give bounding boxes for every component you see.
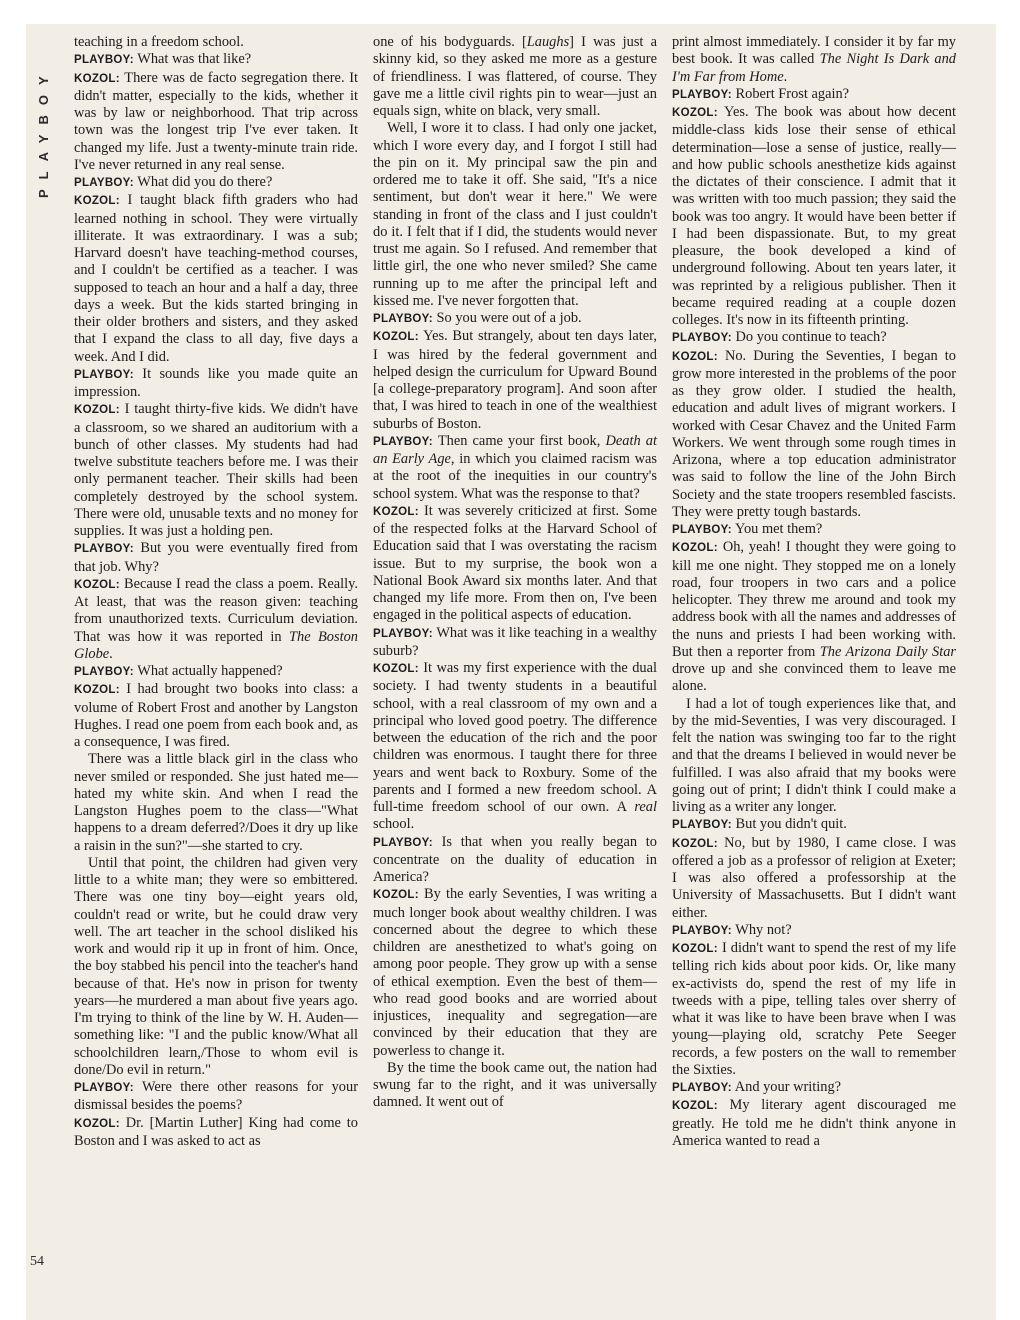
subject-answer: KOZOL: I taught black fifth graders who had learned nothing in school. They were virtually illiterate. It was extraordinary. I was a sub; Harvard doesn't have teaching-method courses, and I couldn't be certified as a teacher. I was supposed to teach an hour and a half a day, three days a week. But the kids started bringing in their older brothers and sisters, and they asked that I expand the class to all day, five days a week. And I did.: [74, 192, 358, 365]
subject-answer: KOZOL: I didn't want to spend the rest of my life telling rich kids about poor kids. Or, like many ex-activists do, spend the rest of my life in tweeds with a pipe, telling tales over sherry of what it was like to have been brave when I was young—playing old, scratchy Pete Seeger records, a few posters on the wall to remember the Sixties.: [672, 940, 956, 1078]
speaker-label: KOZOL:: [672, 350, 718, 363]
text-column-2: [373, 34, 657, 1112]
speaker-label: PLAYBOY:: [373, 435, 433, 448]
speaker-label: PLAYBOY:: [672, 1082, 732, 1094]
interviewer-question: PLAYBOY: What did you do there?: [74, 174, 273, 190]
subject-answer: KOZOL: Because I read the class a poem. Really. At least, that was the reason given: teaching from unauthorized texts. Curriculum deviation. That was how it was reported in The Boston Globe.: [74, 575, 358, 662]
speaker-label: KOZOL:: [373, 663, 419, 675]
interviewer-question: PLAYBOY: You met them?: [672, 521, 823, 537]
magazine-title: PLAYBOY: [36, 66, 51, 198]
speaker-label: PLAYBOY:: [373, 627, 433, 640]
speaker-label: KOZOL:: [672, 107, 718, 119]
speaker-label: KOZOL:: [373, 505, 419, 518]
speaker-label: KOZOL:: [74, 72, 120, 85]
speaker-label: PLAYBOY:: [672, 524, 732, 536]
speaker-label: PLAYBOY:: [672, 88, 732, 101]
interviewer-question: PLAYBOY: So you were out of a job.: [373, 310, 582, 326]
subject-answer: KOZOL: There was de facto segregation there. It didn't matter, especially to the kids, whether it was by law or neighborhood. That trip across town was the longest trip I've ever taken. It changed my life. Just a twenty-minute train ride. I've never returned in any real sense.: [74, 69, 358, 173]
subject-answer: KOZOL: I had brought two books into class: a volume of Robert Frost and another by Langston Hughes. I read one poem from each book and, as a consequence, I was fired.: [74, 681, 358, 750]
paragraph: one of his bodyguards. [Laughs] I was just a skinny kid, so they asked me more as a gesture of friendliness. I was flattered, of course. They gave me a little civil rights pin to wear—just an equals sign, white on black, very small.: [373, 34, 657, 119]
subject-answer: KOZOL: No. During the Seventies, I began to grow more interested in the problems of the poor as they grow older. I studied the health, education and adult lives of migrant workers. I worked with Cesar Chavez and the United Farm Workers. We went through some rough times in Arizona, where a top education administrator was said to follow the line of the John Birch Society and the state troopers resembled fascists. They were pretty tough bastards.: [672, 347, 956, 520]
paragraph: Until that point, the children had given very little to a white man; they were so embittered. There was one tiny boy—eight years old, couldn't read or write, but he could draw very well. The art teacher in the school disliked his work and would rip it up in front of him. Once, the boy stabbed his pencil into the teacher's hand because of that. He's now in prison for twenty years—he murdered a man about five years ago. I'm trying to think of the line by W. H. Auden—something like: "I and the public know/What all schoolchildren learn,/Those to whom evil is done/Do evil in return.": [74, 854, 358, 1078]
subject-answer: KOZOL: It was severely criticized at first. Some of the respected folks at the Harvard School of Education said that I was overstating the racism issue. But to my surprise, the book won a National Book Award six months later. And that changed my life more. From then on, I've been engaged in the political aspects of education.: [373, 502, 657, 624]
interviewer-question: PLAYBOY: It sounds like you made quite an impression.: [74, 365, 358, 400]
interviewer-question: PLAYBOY: But you were eventually fired from that job. Why?: [74, 540, 358, 575]
interviewer-question: PLAYBOY: Why not?: [672, 921, 792, 938]
speaker-label: KOZOL:: [672, 943, 718, 955]
speaker-label: KOZOL:: [672, 837, 718, 850]
text-column-3: [672, 34, 956, 1150]
speaker-label: PLAYBOY:: [373, 313, 433, 325]
interviewer-question: PLAYBOY: Then came your first book, Death at an Early Age, in which you claimed racism was at the root of the inequities in our country's school system. What was the response to that?: [373, 432, 658, 502]
speaker-label: KOZOL:: [74, 1117, 120, 1130]
subject-answer: KOZOL: I taught thirty-five kids. We didn't have a classroom, so we shared an auditorium with a bunch of other classes. My students had had twelve substitute teachers before me. I was their only permanent teacher. Their skills had been completely destroyed by the school system. There were old, unusable texts and no money for supplies. It was just a holding pen.: [74, 401, 358, 539]
speaker-label: KOZOL:: [672, 542, 718, 555]
subject-answer: KOZOL: Yes. The book was about how decent middle-class kids lose their sense of ethical determination—lose a sense of justice, really—and how public schools anesthetize kids against the dictates of their conscience. I admit that it was written with too much passion; they said the book was too angry. It would have been better if I had been dispassionate. But, to my great pleasure, the book developed a kind of underground following. About ten years later, it was reprinted by a religious publisher. Then it became required reading at a couple dozen colleges. It's now in its fifteenth printing.: [672, 104, 956, 328]
paragraph: Well, I wore it to class. I had only one jacket, which I wore every day, and I forgot I still had the pin on it. My principal saw the pin and ordered me to take it off. She said, "It's a nice sentiment, but don't wear it here." We were standing in front of the class and I just couldn't do it. I felt that if I did, the students would never trust me again. So I refused. And remember that little girl, the one who never smiled? She came running up to me after the principal left and kissed me. I've never forgotten that.: [373, 120, 657, 309]
subject-answer: KOZOL: Oh, yeah! I thought they were going to kill me one night. They stopped me on a lonely road, four troopers in two cars and a police helicopter. They threw me around and took my address book with all the names and addresses of the nuns and priests I had been working with. But then a reporter from The Arizona Daily Star drove up and she convinced them to leave me alone.: [672, 539, 956, 695]
paragraph: There was a little black girl in the class who never smiled or responded. She just hated me—hated my white skin. And when I read the Langston Hughes poem to the class—"What happens to a dream deferred?/Does it dry up like a raisin in the sun?"—she started to cry.: [74, 751, 358, 854]
paragraph: print almost immediately. I consider it by far my best book. It was called The Night Is Dark and I'm Far from Home.: [672, 34, 956, 85]
interviewer-question: PLAYBOY: Do you continue to teach?: [672, 329, 887, 346]
subject-answer: KOZOL: No, but by 1980, I came close. I was offered a job as a professor of religion at Exeter; I was also offered a professorship at the University of Massachusetts. But I didn't want either.: [672, 834, 956, 921]
speaker-label: PLAYBOY:: [74, 1082, 134, 1094]
interviewer-question: PLAYBOY: Is that when you really began to concentrate on the duality of education in America?: [373, 833, 657, 885]
subject-answer: KOZOL: It was my first experience with the dual society. I had twenty students in a beautiful school, with a real classroom of my own and a principal who loved good poetry. The difference between the education of the rich and the poor children was enormous. I taught there for three years and went back to Roxbury. Some of the parents and I formed a new freedom school. A full-time freedom school of our own. A real school.: [373, 660, 657, 833]
speaker-label: PLAYBOY:: [74, 368, 134, 381]
interviewer-question: PLAYBOY: Were there other reasons for your dismissal besides the poems?: [74, 1079, 358, 1114]
subject-answer: KOZOL: By the early Seventies, I was writing a much longer book about wealthy children. I was concerned about the degree to which these children are anesthetized to what's going on among poor people. They grow up with a sense of ethical exemption. Even the best of them—who read good books and are worried about injustices, inequality and segregation—are convinced by their education that they are powerless to change it.: [373, 886, 657, 1059]
subject-answer: KOZOL: Dr. [Martin Luther] King had come to Boston and I was asked to act as: [74, 1114, 358, 1149]
speaker-label: PLAYBOY:: [672, 332, 732, 345]
interviewer-question: PLAYBOY: But you didn't quit.: [672, 816, 847, 833]
speaker-label: PLAYBOY:: [74, 543, 134, 556]
page-number: 54: [30, 1254, 44, 1269]
text-column-1: [74, 34, 358, 1150]
speaker-label: KOZOL:: [74, 195, 120, 208]
interviewer-question: PLAYBOY: What was that like?: [74, 51, 252, 68]
speaker-label: KOZOL:: [74, 404, 120, 417]
interviewer-question: PLAYBOY: What was it like teaching in a wealthy suburb?: [373, 624, 657, 659]
speaker-label: KOZOL:: [672, 1100, 718, 1113]
speaker-label: KOZOL:: [74, 578, 120, 591]
magazine-page: [26, 24, 996, 1320]
speaker-label: PLAYBOY:: [74, 54, 134, 67]
paragraph: teaching in a freedom school.: [74, 34, 244, 50]
speaker-label: KOZOL:: [373, 889, 419, 902]
paragraph: By the time the book came out, the nation had swung far to the right, and it was universally damned. It went out of: [373, 1059, 657, 1111]
paragraph: I had a lot of tough experiences like that, and by the mid-Seventies, I was very discouraged. I felt the nation was swinging too far to the right and that the dreams I believed in would never be fulfilled. I was also afraid that my books were going out of print; I didn't think I could make a living as a writer any longer.: [672, 695, 956, 815]
interviewer-question: PLAYBOY: And your writing?: [672, 1079, 842, 1095]
speaker-label: PLAYBOY:: [672, 819, 732, 832]
subject-answer: KOZOL: Yes. But strangely, about ten days later, I was hired by the federal government and helped design the curriculum for Upward Bound [a college-preparatory program]. And soon after that, I was hired to teach in one of the wealthiest suburbs of Boston.: [373, 328, 657, 432]
subject-answer: KOZOL: My literary agent discouraged me greatly. He told me he didn't think anyone in America wanted to read a: [672, 1097, 956, 1149]
running-title: [34, 36, 56, 196]
interviewer-question: PLAYBOY: What actually happened?: [74, 663, 283, 679]
interviewer-question: PLAYBOY: Robert Frost again?: [672, 85, 850, 102]
speaker-label: KOZOL:: [373, 331, 419, 344]
speaker-label: PLAYBOY:: [74, 177, 134, 189]
speaker-label: PLAYBOY:: [74, 666, 134, 678]
speaker-label: PLAYBOY:: [672, 924, 732, 937]
speaker-label: KOZOL:: [74, 684, 120, 697]
speaker-label: PLAYBOY:: [373, 836, 433, 849]
